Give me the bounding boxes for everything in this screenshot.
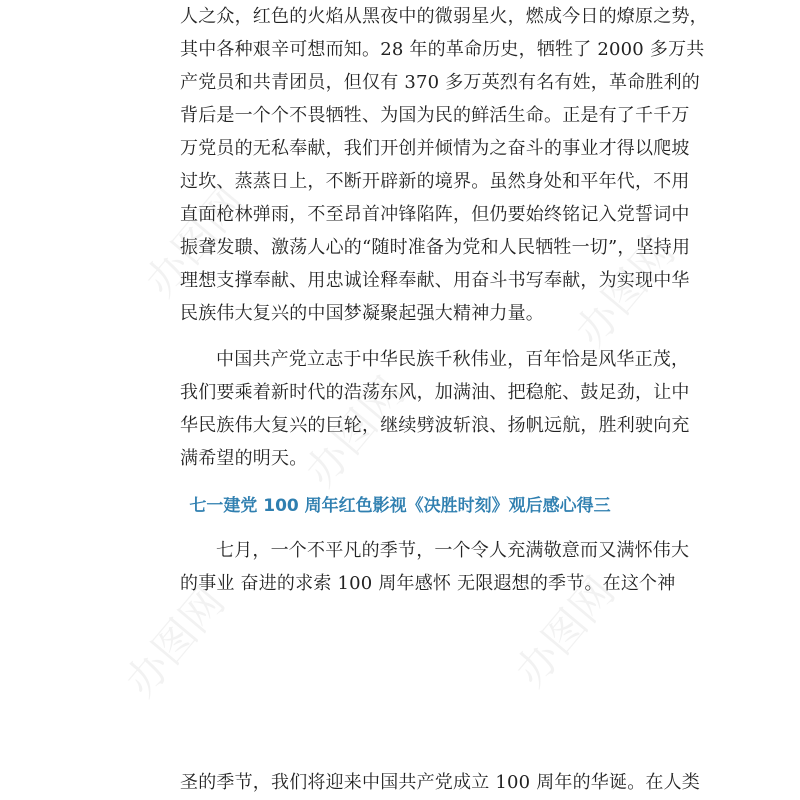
paragraph-line: 七月，一个不平凡的季节，一个令人充满敬意而又满怀伟大 bbox=[216, 540, 690, 561]
next-page-line: 圣的季节，我们将迎来中国共产党成立 100 周年的华诞。在人类 bbox=[180, 772, 700, 793]
paragraph-line: 满希望的明天。 bbox=[180, 448, 308, 469]
paragraph-line: 背后是一个个不畏牺牲、为国为民的鲜活生命。正是有了千千万 bbox=[180, 105, 690, 126]
paragraph-line: 万党员的无私奉献，我们开创并倾情为之奋斗的事业才得以爬坡 bbox=[180, 138, 690, 159]
paragraph-line: 中国共产党立志于中华民族千秋伟业，百年恰是风华正茂， bbox=[216, 349, 690, 370]
paragraph-line: 其中各种艰辛可想而知。28 年的革命历史，牺牲了 2000 多万共 bbox=[180, 39, 705, 60]
paragraph-line: 振聋发聩、激荡人心的“随时准备为党和人民牺牲一切”，坚持用 bbox=[180, 237, 691, 258]
paragraph-line: 理想支撑奉献、用忠诚诠释奉献、用奋斗书写奉献，为实现中华 bbox=[180, 270, 690, 291]
paragraph-line: 产党员和共青团员，但仅有 370 多万英烈有名有姓，革命胜利的 bbox=[180, 72, 700, 93]
watermark: 办图网 bbox=[565, 227, 685, 356]
paragraph-line: 华民族伟大复兴的巨轮，继续劈波斩浪、扬帆远航，胜利驶向充 bbox=[180, 415, 690, 436]
paragraph-line: 人之众，红色的火焰从黑夜中的微弱星火，燃成今日的燎原之势， bbox=[180, 6, 708, 27]
watermark: 办图网 bbox=[115, 577, 235, 706]
watermark: 办图网 bbox=[505, 567, 625, 696]
paragraph-line: 民族伟大复兴的中国梦凝聚起强大精神力量。 bbox=[180, 303, 544, 324]
section-heading: 七一建党 100 周年红色影视《决胜时刻》观后感心得三 bbox=[189, 496, 611, 516]
paragraph-line: 我们要乘着新时代的浩荡东风，加满油、把稳舵、鼓足劲，让中 bbox=[180, 382, 690, 403]
paragraph-line: 直面枪林弹雨，不至昂首冲锋陷阵，但仍要始终铭记入党誓词中 bbox=[180, 204, 690, 225]
watermark: 办图网 bbox=[135, 177, 255, 306]
paragraph-line: 过坎、蒸蒸日上，不断开辟新的境界。虽然身处和平年代，不用 bbox=[180, 171, 690, 192]
paragraph-line: 的事业 奋进的求索 100 周年感怀 无限遐想的季节。在这个神 bbox=[180, 573, 676, 594]
watermark: 办图网 bbox=[295, 367, 415, 496]
